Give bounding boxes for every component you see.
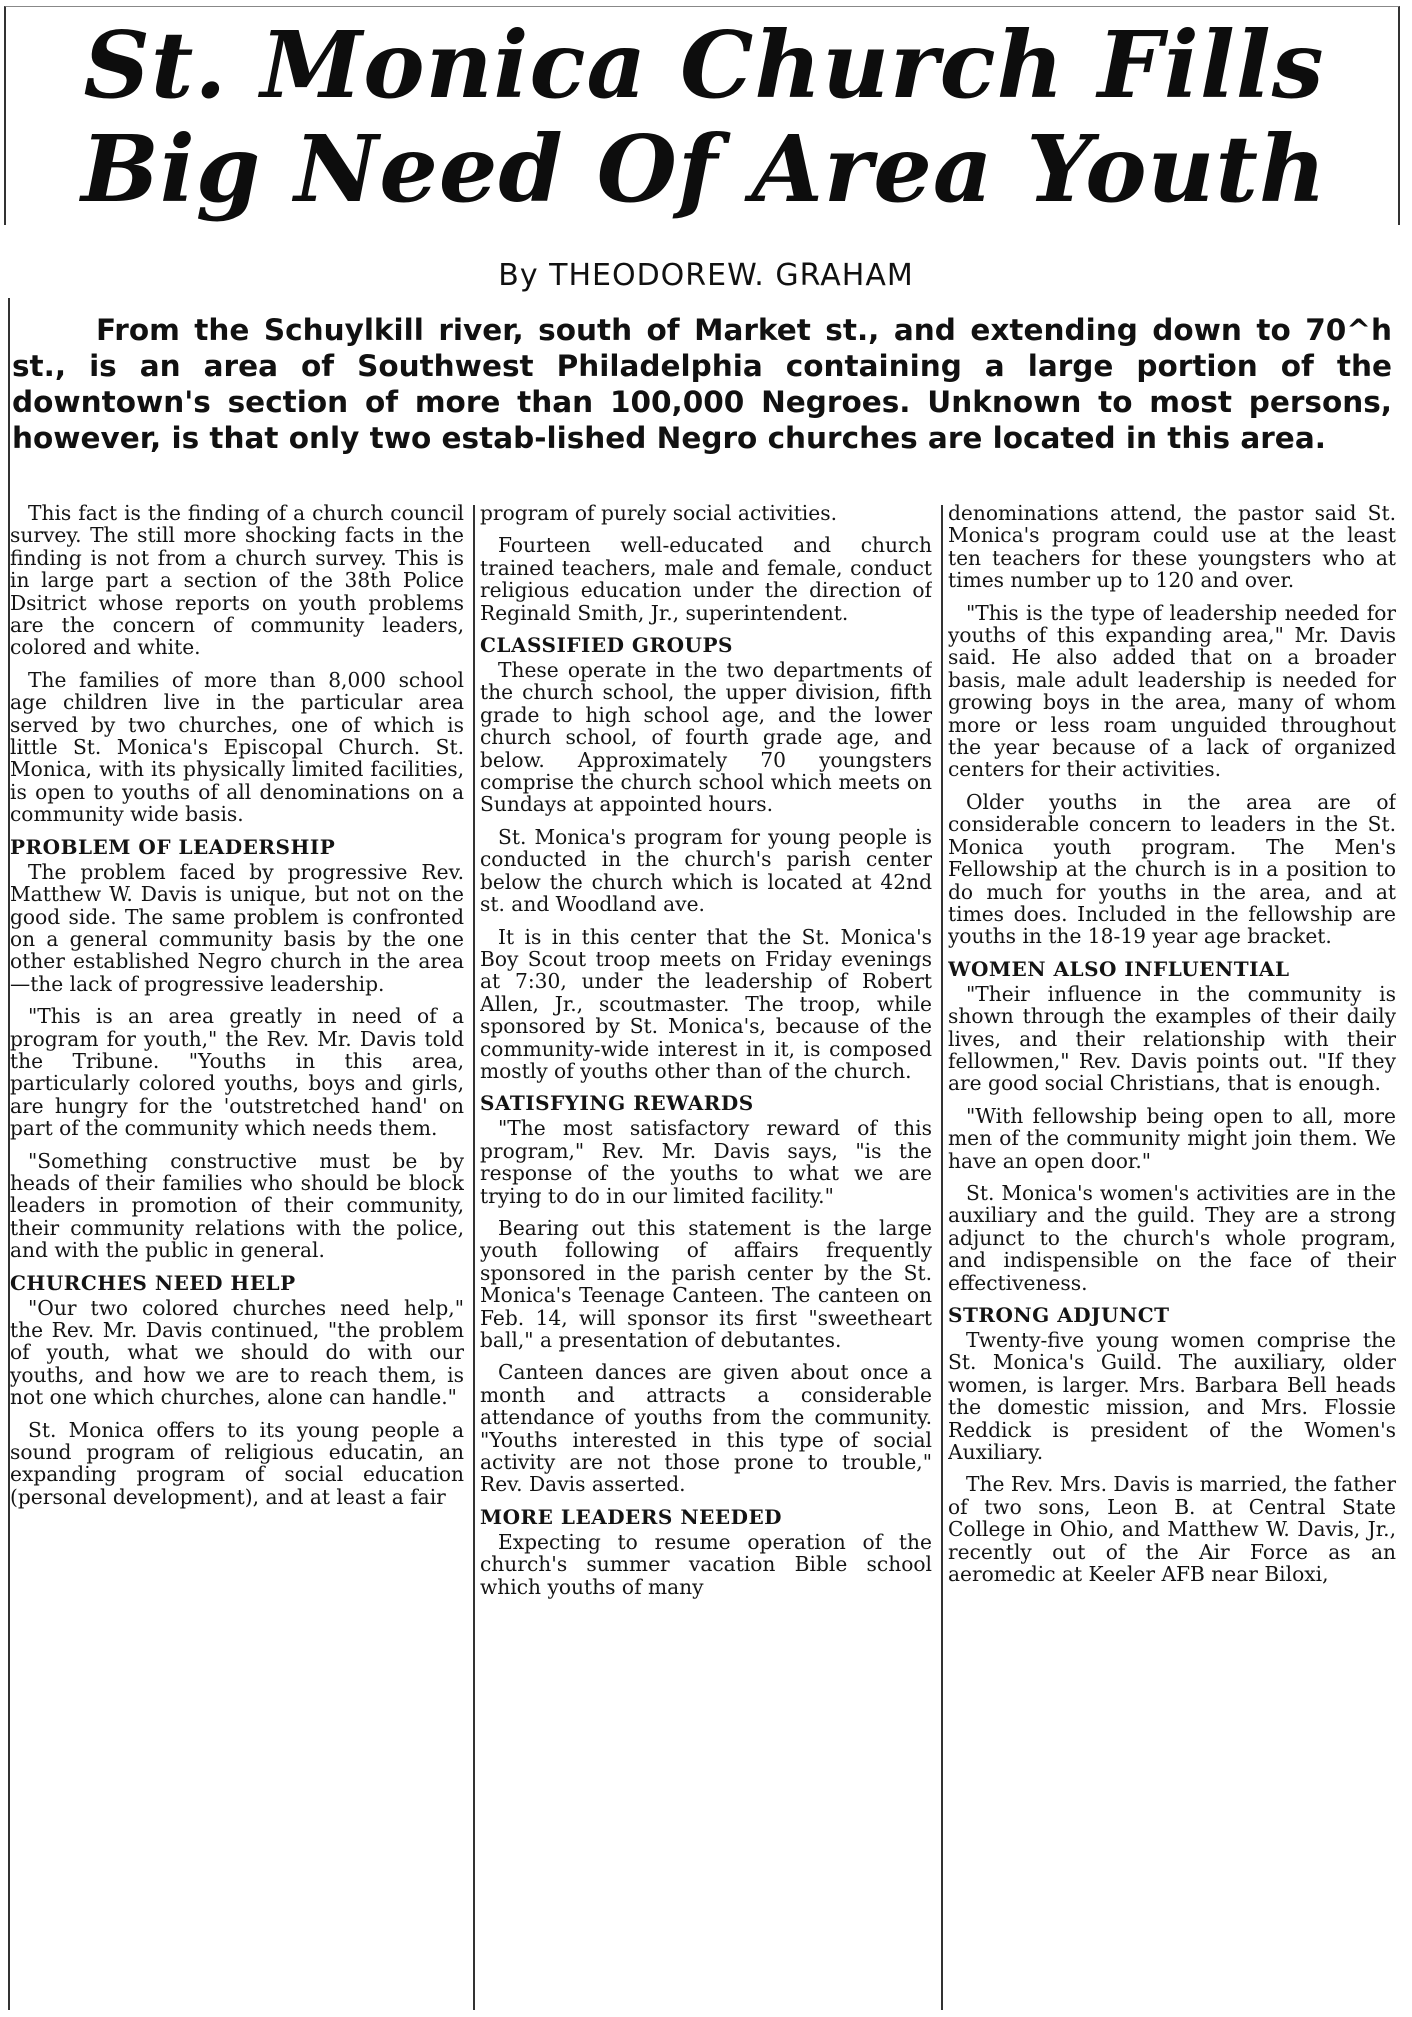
paragraph: Older youths in the area are of considerable concern to leaders in the St. Monica youth program. The Men's Fellowship at the church is in a position to do much for youths in the area, and at times does. Included in the fellowship are youths in the 18-19 year age bracket. [948,789,1396,949]
lead-rule [8,298,10,508]
paragraph: St. Monica's program for young people is conducted in the church's parish center below the church which is located at 42nd st. and Woodland ave. [480,824,932,917]
subhead: CLASSIFIED GROUPS [480,633,733,658]
article-column-3 [948,502,1396,2012]
paragraph: Fourteen well-educated and church trained teachers, male and female, conduct religious education under the direction of Reginald Smith, Jr., superintendent. [480,533,932,625]
article-column-2 [480,502,932,2012]
paragraph: "Our two colored churches need help," the Rev. Mr. Davis continued, "the problem of youth, what we should do with our youths, and how we are to reach them, is not one which churches, alone can handle." [10,1295,464,1410]
lead-paragraph: From the Schuylkill river, south of Market st., and extending down to 70^h st., is an area of Southwest Philadelphia containing a large portion of the downtown's section of more than 100,000 Negroes. Unknown to most persons, however, is that only two estab-lished Negro churches are located in this area. [12,313,1392,455]
paragraph: Twenty-five young women comprise the St. Monica's Guild. The auxiliary, older women, is larger. Mrs. Barbara Bell heads the domestic mission, and Mrs. Flossie Reddick is president of the Women's Auxiliary. [948,1328,1396,1465]
paragraph: Canteen dances are given about once a month and attracts a considerable attendance of youths from the community. "Youths interested in this type of social activity are not those prone to trouble," Rev. Davis asserted. [480,1360,932,1497]
paragraph: "Their influence in the community is shown through the examples of their daily lives, and their relationship with their fellowmen," Rev. Davis points out. "If they are good social Christians, that is enough. [948,981,1396,1096]
article-column-1 [10,502,464,2012]
paragraph: St. Monica offers to its young people a sound program of religious educatin, an expanding program of social education (personal development), and at least a fair [10,1417,464,1509]
paragraph: This fact is the finding of a church council survey. The still more shocking facts in the finding is not from a church survey. This is in large part a section of the 38th Police Dsitrict whose reports on youth problems are the concern of community leaders, colored and white. [10,502,464,660]
paragraph: "This is the type of leadership needed for youths of this expanding area," Mr. Davis said. He also added that on a broader basis, male adult leadership is needed for growing boys in the area, many of whom more or less roam unguided throughout the year because of a lack of organized centers for their activities. [948,600,1396,782]
paragraph: It is in this center that the St. Monica's Boy Scout troop meets on Friday evenings at 7:30, under the leadership of Robert Allen, Jr., scoutmaster. The troop, while sponsored by St. Monica's, because of the community-wide interest in it, is composed mostly of youths other than of the church. [480,924,932,1083]
paragraph: "With fellowship being open to all, more men of the community might join them. We have an open door." [948,1103,1396,1173]
paragraph: The Rev. Mrs. Davis is married, the father of two sons, Leon B. at Central State College in Ohio, and Matthew W. Davis, Jr., recently out of the Air Force as an aeromedic at Keeler AFB near Biloxi, [948,1472,1396,1587]
paragraph: program of purely social activities. [480,502,837,525]
paragraph: St. Monica's women's activities are in the auxiliary and the guild. They are a strong adjunct to the church's whole program, and indispensible on the face of their effectiveness. [948,1180,1396,1295]
headline-box [4,6,1400,225]
subhead: STRONG ADJUNCT [948,1303,1170,1327]
paragraph: denominations attend, the pastor said St. Monica's program could use at the least ten teachers for these youngsters who at times number up to 120 and over. [948,502,1396,593]
paragraph: The problem faced by progressive Rev. Matthew W. Davis is unique, but not on the good side. The same problem is confronted on a general community basis by the one other established Negro church in the area—the lack of progressive leadership. [10,859,464,996]
subhead: CHURCHES NEED HELP [10,1270,296,1295]
paragraph: "This is an area greatly in need of a program for youth," the Rev. Mr. Davis told the Tribune. "Youths in this area, particularly colored youths, boys and girls, are hungry for the 'outstretched hand' on part of the community which needs them. [10,1004,464,1141]
paragraph: These operate in the two departments of the church school, the upper division, fifth grade to high school age, and the lower church school, of fourth grade age, and below. Approximately 70 youngsters comprise the church school which meets on Sundays at appointed hours. [480,658,932,817]
subhead: MORE LEADERS NEEDED [480,1504,783,1529]
paragraph: "Something constructive must be by heads of their families who should be block leaders in promotion of their community, their community relations with the police, and with the public in general. [10,1148,464,1263]
subhead: SATISFYING REWARDS [480,1091,754,1116]
paragraph: Bearing out this statement is the large youth following of affairs frequently sponsored in the parish center by the St. Monica's Teenage Canteen. The canteen on Feb. 14, will sponsor its first "sweetheart ball," a presentation of debutantes. [480,1215,932,1352]
paragraph: "The most satisfactory reward of this program," Rev. Mr. Davis says, "is the response of the youths to what we are trying to do in our limited facility." [480,1116,932,1208]
column-rule-right [941,505,943,2010]
paragraph: Expecting to resume operation of the church's summer vacation Bible school which youths of many [480,1529,932,1599]
subhead: WOMEN ALSO INFLUENTIAL [948,956,1290,981]
headline-line-1: St. Monica Church Fills [83,11,1325,119]
headline-line-2: Big Need Of Area Youth [81,115,1327,223]
paragraph: The families of more than 8,000 school age children live in the particular area served by two churches, one of which is little St. Monica's Episcopal Church. St. Monica, with its physically limited facilities, is open to youths of all denominations on a community wide basis. [10,667,464,827]
byline: By THEODOREW. GRAHAM [498,258,914,293]
headline [18,13,1390,221]
subhead: PROBLEM OF LEADERSHIP [10,834,336,859]
column-rule-middle [473,505,475,2010]
